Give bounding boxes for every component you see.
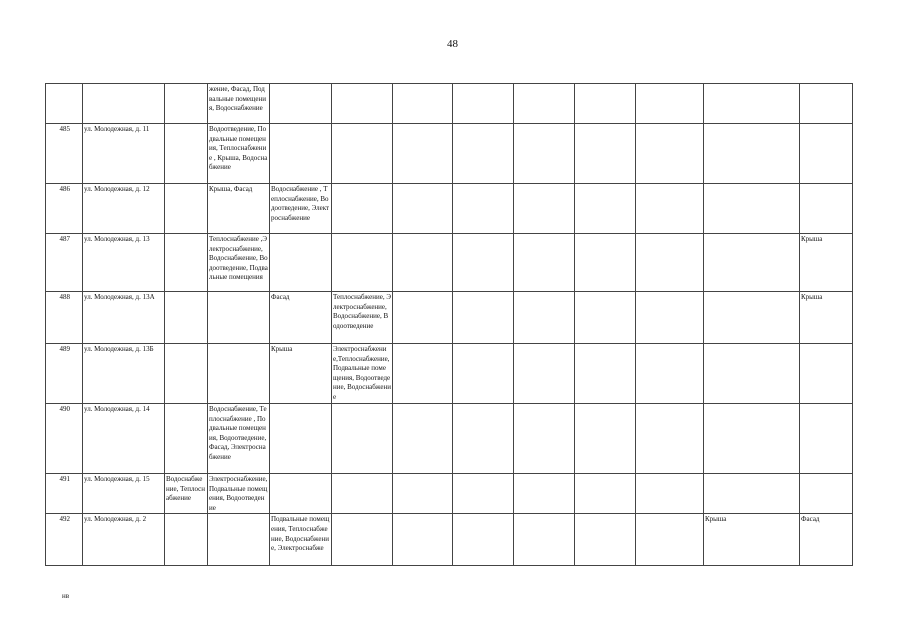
empty-cell [636, 514, 704, 566]
table-row [46, 84, 853, 124]
empty-cell [393, 474, 453, 514]
empty-cell [575, 124, 636, 184]
empty-cell [575, 344, 636, 404]
row-number-cell: 486 [46, 184, 83, 234]
address-cell: ул. Молодежная, д. 15 [83, 474, 165, 514]
empty-cell [393, 514, 453, 566]
empty-cell [575, 292, 636, 344]
work-type-cell: Фасад [800, 514, 853, 566]
footer-mark: нв [62, 592, 70, 600]
work-type-cell: жение, Фасад, Подвальные помещения, Водоснабжение [208, 84, 270, 124]
empty-cell [514, 84, 575, 124]
empty-cell [636, 292, 704, 344]
page-number: 48 [447, 38, 458, 50]
work-type-cell [165, 84, 208, 124]
work-type-cell [270, 124, 332, 184]
address-cell: ул. Молодежная, д. 14 [83, 404, 165, 474]
work-type-cell [270, 234, 332, 292]
empty-cell [453, 404, 514, 474]
empty-cell [514, 292, 575, 344]
work-type-cell: Крыша [800, 234, 853, 292]
work-type-cell [332, 514, 393, 566]
work-type-cell: Крыша [800, 292, 853, 344]
work-type-cell [332, 474, 393, 514]
empty-cell [636, 184, 704, 234]
work-type-cell [270, 474, 332, 514]
row-number-cell [46, 84, 83, 124]
empty-cell [453, 84, 514, 124]
empty-cell [393, 124, 453, 184]
empty-cell [575, 474, 636, 514]
empty-cell [393, 184, 453, 234]
work-type-cell [332, 184, 393, 234]
work-type-cell [165, 234, 208, 292]
address-cell: ул. Молодежная, д. 2 [83, 514, 165, 566]
empty-cell [393, 404, 453, 474]
work-type-cell [270, 84, 332, 124]
table-row [46, 474, 853, 514]
work-type-cell: Водоотведение, Подвальные помещения, Теплоснабжение , Крыша, Водоснабжение [208, 124, 270, 184]
row-number-cell: 492 [46, 514, 83, 566]
address-cell: ул. Молодежная, д. 13А [83, 292, 165, 344]
table-row [46, 292, 853, 344]
empty-cell [514, 184, 575, 234]
address-cell: ул. Молодежная, д. 12 [83, 184, 165, 234]
work-type-cell: Фасад [270, 292, 332, 344]
work-type-cell [208, 514, 270, 566]
work-type-cell [800, 84, 853, 124]
address-cell: ул. Молодежная, д. 13 [83, 234, 165, 292]
empty-cell [514, 514, 575, 566]
table-row [46, 184, 853, 234]
table-row [46, 404, 853, 474]
empty-cell [453, 184, 514, 234]
address-cell: ул. Молодежная, д. 13Б [83, 344, 165, 404]
row-number-cell: 489 [46, 344, 83, 404]
row-number-cell: 485 [46, 124, 83, 184]
repair-schedule-table [45, 83, 853, 566]
work-type-cell [704, 234, 800, 292]
empty-cell [393, 84, 453, 124]
work-type-cell [332, 404, 393, 474]
work-type-cell [704, 84, 800, 124]
work-type-cell [165, 292, 208, 344]
work-type-cell [165, 514, 208, 566]
work-type-cell: Крыша, Фасад [208, 184, 270, 234]
empty-cell [575, 514, 636, 566]
work-type-cell [800, 344, 853, 404]
empty-cell [575, 84, 636, 124]
empty-cell [514, 344, 575, 404]
table-body [46, 84, 853, 566]
empty-cell [453, 344, 514, 404]
work-type-cell [165, 184, 208, 234]
work-type-cell [270, 404, 332, 474]
work-type-cell [208, 292, 270, 344]
row-number-cell: 491 [46, 474, 83, 514]
empty-cell [636, 234, 704, 292]
table-row [46, 124, 853, 184]
empty-cell [636, 344, 704, 404]
work-type-cell [704, 292, 800, 344]
empty-cell [453, 474, 514, 514]
work-type-cell: Электроснабжение, Подвальные помещения, Водоотведение [208, 474, 270, 514]
work-type-cell [704, 404, 800, 474]
row-number-cell: 490 [46, 404, 83, 474]
table-row [46, 514, 853, 566]
row-number-cell: 487 [46, 234, 83, 292]
table-row [46, 344, 853, 404]
empty-cell [393, 344, 453, 404]
empty-cell [636, 474, 704, 514]
work-type-cell [208, 344, 270, 404]
work-type-cell [165, 124, 208, 184]
work-type-cell [704, 474, 800, 514]
empty-cell [636, 124, 704, 184]
empty-cell [393, 292, 453, 344]
work-type-cell [332, 124, 393, 184]
work-type-cell [332, 84, 393, 124]
work-type-cell [165, 344, 208, 404]
empty-cell [453, 292, 514, 344]
work-type-cell [704, 124, 800, 184]
empty-cell [453, 124, 514, 184]
work-type-cell [165, 404, 208, 474]
work-type-cell: Подвальные помещения, Теплоснабжение, Водоснабжение, Электроснабже [270, 514, 332, 566]
empty-cell [514, 234, 575, 292]
empty-cell [453, 234, 514, 292]
empty-cell [514, 474, 575, 514]
empty-cell [514, 124, 575, 184]
work-type-cell: Водоснабжение , Теплоснабжение, Водоотведение, Электроснабжение [270, 184, 332, 234]
work-type-cell: Крыша [704, 514, 800, 566]
work-type-cell: Крыша [270, 344, 332, 404]
work-type-cell [800, 474, 853, 514]
empty-cell [393, 234, 453, 292]
empty-cell [453, 514, 514, 566]
table-row [46, 234, 853, 292]
work-type-cell: Водоснабжение, Теплоснабжение , Подвальные помещения, Водоотведение, Фасад, Электроснабжение [208, 404, 270, 474]
address-cell: ул. Молодежная, д. 11 [83, 124, 165, 184]
empty-cell [575, 404, 636, 474]
address-cell [83, 84, 165, 124]
work-type-cell: Теплоснабжение ,Электроснабжение, Водоснабжение, Водоотведение, Подвальные помещения [208, 234, 270, 292]
empty-cell [636, 404, 704, 474]
work-type-cell [800, 404, 853, 474]
row-number-cell: 488 [46, 292, 83, 344]
work-type-cell [704, 344, 800, 404]
work-type-cell [332, 234, 393, 292]
work-type-cell [704, 184, 800, 234]
work-type-cell: Теплоснабжение, Электроснабжение, Водоснабжение, Водоотведение [332, 292, 393, 344]
empty-cell [514, 404, 575, 474]
empty-cell [575, 234, 636, 292]
empty-cell [575, 184, 636, 234]
work-type-cell [800, 184, 853, 234]
work-type-cell [800, 124, 853, 184]
work-type-cell: Водоснабжение, Теплоснабжение [165, 474, 208, 514]
empty-cell [636, 84, 704, 124]
work-type-cell: Электроснабжение,Теплоснабжение, Подвальные помещения, Водоотведение, Водоснабжение [332, 344, 393, 404]
